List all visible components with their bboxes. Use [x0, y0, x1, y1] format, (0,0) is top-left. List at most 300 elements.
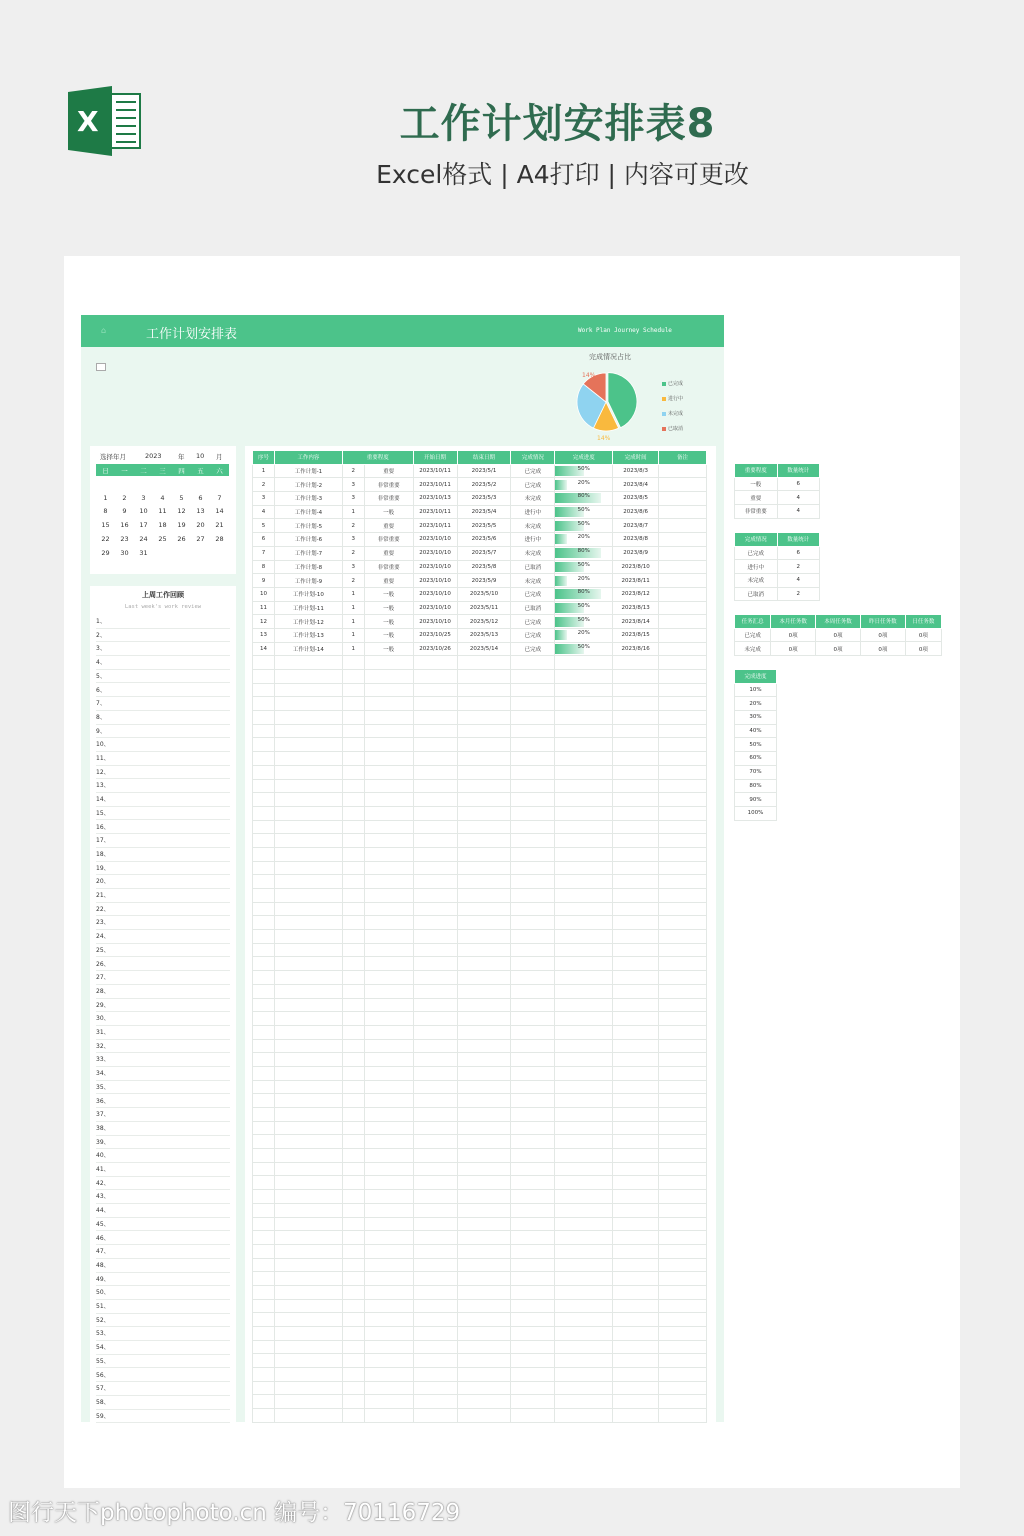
task-cell-done[interactable]: [613, 1025, 659, 1039]
task-cell-prog[interactable]: [555, 984, 613, 998]
task-cell-done[interactable]: 2023/8/8: [613, 533, 659, 547]
calendar-day[interactable]: 10: [139, 507, 148, 516]
task-cell-lv[interactable]: [342, 971, 364, 985]
task-cell-prog[interactable]: [555, 1012, 613, 1026]
task-cell-end[interactable]: [457, 1272, 511, 1286]
task-cell-lv[interactable]: 1: [342, 628, 364, 642]
task-cell-note[interactable]: [659, 984, 707, 998]
task-cell-start[interactable]: [413, 1039, 457, 1053]
task-cell-start[interactable]: [413, 1244, 457, 1258]
review-line[interactable]: 33、: [96, 1053, 230, 1067]
task-cell-status[interactable]: [511, 875, 555, 889]
task-cell-status[interactable]: [511, 724, 555, 738]
task-cell-lv[interactable]: [342, 779, 364, 793]
task-cell-no[interactable]: [253, 902, 275, 916]
task-cell-name[interactable]: [274, 1354, 342, 1368]
side-cell[interactable]: 2: [777, 587, 820, 601]
calendar-day[interactable]: 9: [122, 507, 127, 516]
task-cell-done[interactable]: [613, 930, 659, 944]
task-cell-name[interactable]: [274, 1231, 342, 1245]
task-cell-prog[interactable]: [555, 820, 613, 834]
task-cell-start[interactable]: 2023/10/10: [413, 560, 457, 574]
task-cell-imp[interactable]: [364, 793, 413, 807]
task-cell-note[interactable]: [659, 834, 707, 848]
review-line[interactable]: 59、: [96, 1410, 230, 1424]
task-cell-lv[interactable]: [342, 738, 364, 752]
task-cell-prog[interactable]: [555, 1395, 613, 1409]
task-cell-start[interactable]: [413, 834, 457, 848]
task-cell-imp[interactable]: [364, 1012, 413, 1026]
task-cell-note[interactable]: [659, 1395, 707, 1409]
task-cell-imp[interactable]: [364, 724, 413, 738]
task-cell-prog[interactable]: [555, 1340, 613, 1354]
task-cell-name[interactable]: [274, 1409, 342, 1423]
task-cell-lv[interactable]: [342, 1108, 364, 1122]
task-cell-end[interactable]: [457, 1409, 511, 1423]
task-header-cell[interactable]: 结束日期: [457, 451, 511, 465]
task-cell-lv[interactable]: 2: [342, 464, 364, 478]
task-cell-status[interactable]: [511, 1176, 555, 1190]
review-line[interactable]: 26、: [96, 958, 230, 972]
review-line[interactable]: 25、: [96, 944, 230, 958]
side-cell[interactable]: 0项: [771, 628, 816, 642]
task-cell-note[interactable]: [659, 793, 707, 807]
task-cell-done[interactable]: [613, 1395, 659, 1409]
task-cell-lv[interactable]: 2: [342, 574, 364, 588]
task-header-cell[interactable]: 开始日期: [413, 451, 457, 465]
task-cell-done[interactable]: 2023/8/5: [613, 492, 659, 506]
review-line[interactable]: 44、: [96, 1204, 230, 1218]
calendar-day[interactable]: 31: [139, 548, 148, 557]
task-cell-status[interactable]: [511, 847, 555, 861]
task-cell-prog[interactable]: [555, 724, 613, 738]
task-cell-name[interactable]: [274, 765, 342, 779]
task-cell-status[interactable]: [511, 1285, 555, 1299]
review-line[interactable]: 36、: [96, 1095, 230, 1109]
task-cell-name[interactable]: [274, 1313, 342, 1327]
task-cell-prog[interactable]: [555, 1285, 613, 1299]
task-cell-imp[interactable]: [364, 1149, 413, 1163]
task-cell-name[interactable]: 工作计划-14: [274, 642, 342, 656]
task-cell-prog[interactable]: [555, 1272, 613, 1286]
task-cell-imp[interactable]: [364, 697, 413, 711]
task-cell-lv[interactable]: [342, 1190, 364, 1204]
task-cell-start[interactable]: [413, 752, 457, 766]
task-cell-end[interactable]: [457, 1162, 511, 1176]
task-cell-no[interactable]: [253, 1135, 275, 1149]
task-cell-name[interactable]: [274, 1368, 342, 1382]
task-cell-start[interactable]: [413, 1053, 457, 1067]
task-cell-imp[interactable]: [364, 1285, 413, 1299]
task-cell-imp[interactable]: 非常重要: [364, 478, 413, 492]
task-cell-lv[interactable]: [342, 1368, 364, 1382]
task-cell-no[interactable]: [253, 697, 275, 711]
task-cell-end[interactable]: [457, 752, 511, 766]
task-cell-prog[interactable]: [555, 998, 613, 1012]
task-cell-name[interactable]: [274, 916, 342, 930]
task-cell-note[interactable]: [659, 601, 707, 615]
task-cell-name[interactable]: [274, 943, 342, 957]
task-cell-end[interactable]: [457, 916, 511, 930]
task-cell-note[interactable]: [659, 861, 707, 875]
task-cell-prog[interactable]: [555, 560, 613, 574]
task-cell-done[interactable]: [613, 1381, 659, 1395]
task-cell-start[interactable]: 2023/10/26: [413, 642, 457, 656]
task-cell-status[interactable]: 未完成: [511, 546, 555, 560]
task-cell-imp[interactable]: [364, 875, 413, 889]
task-cell-lv[interactable]: 1: [342, 615, 364, 629]
task-cell-imp[interactable]: 重要: [364, 519, 413, 533]
task-cell-prog[interactable]: [555, 533, 613, 547]
task-cell-imp[interactable]: [364, 889, 413, 903]
task-cell-no[interactable]: 14: [253, 642, 275, 656]
task-cell-done[interactable]: [613, 1217, 659, 1231]
progress-option[interactable]: 30%: [735, 711, 777, 725]
task-cell-no[interactable]: 1: [253, 464, 275, 478]
review-line[interactable]: 20、: [96, 875, 230, 889]
progress-option[interactable]: 90%: [735, 793, 777, 807]
side-cell[interactable]: 0项: [905, 628, 941, 642]
task-cell-lv[interactable]: [342, 1135, 364, 1149]
task-cell-imp[interactable]: [364, 1203, 413, 1217]
task-cell-note[interactable]: [659, 916, 707, 930]
task-cell-status[interactable]: 已完成: [511, 628, 555, 642]
task-cell-start[interactable]: [413, 820, 457, 834]
calendar-month-select[interactable]: 10: [196, 452, 205, 460]
task-cell-start[interactable]: [413, 1381, 457, 1395]
progress-option[interactable]: 20%: [735, 697, 777, 711]
task-cell-status[interactable]: [511, 1354, 555, 1368]
task-cell-note[interactable]: [659, 711, 707, 725]
task-cell-end[interactable]: [457, 861, 511, 875]
review-line[interactable]: 9、: [96, 725, 230, 739]
task-cell-status[interactable]: 已完成: [511, 615, 555, 629]
task-cell-end[interactable]: 2023/5/6: [457, 533, 511, 547]
task-cell-status[interactable]: [511, 1053, 555, 1067]
task-cell-done[interactable]: [613, 738, 659, 752]
task-cell-no[interactable]: [253, 683, 275, 697]
task-cell-done[interactable]: [613, 806, 659, 820]
task-cell-start[interactable]: [413, 1272, 457, 1286]
task-cell-done[interactable]: 2023/8/4: [613, 478, 659, 492]
task-cell-done[interactable]: [613, 861, 659, 875]
task-cell-note[interactable]: [659, 1203, 707, 1217]
review-line[interactable]: 53、: [96, 1327, 230, 1341]
side-cell[interactable]: 6: [777, 546, 820, 560]
task-cell-note[interactable]: [659, 1217, 707, 1231]
review-line[interactable]: 29、: [96, 999, 230, 1013]
task-cell-done[interactable]: [613, 998, 659, 1012]
task-cell-status[interactable]: [511, 1217, 555, 1231]
task-cell-note[interactable]: [659, 1039, 707, 1053]
task-cell-lv[interactable]: [342, 1272, 364, 1286]
task-cell-end[interactable]: [457, 1258, 511, 1272]
task-cell-lv[interactable]: [342, 1162, 364, 1176]
task-cell-status[interactable]: [511, 1409, 555, 1423]
task-cell-lv[interactable]: [342, 1176, 364, 1190]
calendar-day[interactable]: 4: [160, 493, 165, 502]
task-cell-name[interactable]: [274, 724, 342, 738]
review-line[interactable]: 46、: [96, 1232, 230, 1246]
task-header-cell[interactable]: 工作内容: [274, 451, 342, 465]
task-cell-status[interactable]: [511, 1368, 555, 1382]
task-cell-end[interactable]: [457, 738, 511, 752]
review-line[interactable]: 15、: [96, 807, 230, 821]
task-cell-done[interactable]: [613, 683, 659, 697]
task-cell-status[interactable]: 未完成: [511, 519, 555, 533]
task-cell-prog[interactable]: [555, 683, 613, 697]
task-cell-note[interactable]: [659, 656, 707, 670]
side-cell[interactable]: 0项: [860, 628, 905, 642]
task-cell-no[interactable]: 2: [253, 478, 275, 492]
task-cell-note[interactable]: [659, 697, 707, 711]
task-cell-no[interactable]: 10: [253, 587, 275, 601]
task-cell-prog[interactable]: [555, 1354, 613, 1368]
task-cell-note[interactable]: [659, 1368, 707, 1382]
task-cell-name[interactable]: [274, 1272, 342, 1286]
review-line[interactable]: 47、: [96, 1245, 230, 1259]
task-cell-imp[interactable]: 重要: [364, 574, 413, 588]
task-cell-no[interactable]: [253, 1354, 275, 1368]
task-cell-lv[interactable]: [342, 1149, 364, 1163]
task-cell-status[interactable]: [511, 1203, 555, 1217]
task-cell-prog[interactable]: [555, 875, 613, 889]
side-cell[interactable]: 非常重要: [735, 505, 778, 519]
task-cell-note[interactable]: [659, 519, 707, 533]
task-cell-lv[interactable]: [342, 724, 364, 738]
task-cell-start[interactable]: [413, 697, 457, 711]
task-cell-no[interactable]: [253, 1409, 275, 1423]
task-cell-no[interactable]: [253, 916, 275, 930]
task-cell-imp[interactable]: [364, 971, 413, 985]
task-cell-end[interactable]: [457, 1231, 511, 1245]
task-cell-prog[interactable]: [555, 1053, 613, 1067]
task-cell-lv[interactable]: [342, 697, 364, 711]
task-cell-no[interactable]: [253, 1285, 275, 1299]
task-cell-name[interactable]: [274, 1190, 342, 1204]
task-cell-end[interactable]: [457, 889, 511, 903]
task-cell-note[interactable]: [659, 765, 707, 779]
task-cell-imp[interactable]: [364, 998, 413, 1012]
task-cell-prog[interactable]: [555, 1025, 613, 1039]
task-cell-name[interactable]: [274, 971, 342, 985]
task-cell-end[interactable]: [457, 1203, 511, 1217]
task-cell-note[interactable]: [659, 1080, 707, 1094]
calendar-day[interactable]: 26: [177, 534, 186, 543]
task-cell-start[interactable]: [413, 656, 457, 670]
task-cell-note[interactable]: [659, 670, 707, 684]
task-cell-end[interactable]: [457, 820, 511, 834]
calendar-day[interactable]: 27: [196, 534, 205, 543]
task-cell-prog[interactable]: [555, 765, 613, 779]
task-cell-start[interactable]: 2023/10/10: [413, 601, 457, 615]
task-cell-name[interactable]: [274, 670, 342, 684]
calendar-day[interactable]: 30: [120, 548, 129, 557]
task-cell-done[interactable]: [613, 697, 659, 711]
task-cell-status[interactable]: 已取消: [511, 601, 555, 615]
task-cell-imp[interactable]: [364, 930, 413, 944]
task-header-cell[interactable]: 序号: [253, 451, 275, 465]
task-cell-done[interactable]: [613, 1299, 659, 1313]
task-cell-end[interactable]: [457, 984, 511, 998]
task-cell-note[interactable]: [659, 642, 707, 656]
task-cell-name[interactable]: [274, 711, 342, 725]
task-cell-note[interactable]: [659, 615, 707, 629]
task-cell-end[interactable]: [457, 847, 511, 861]
task-cell-prog[interactable]: [555, 478, 613, 492]
task-cell-no[interactable]: [253, 779, 275, 793]
task-cell-prog[interactable]: [555, 1149, 613, 1163]
task-cell-name[interactable]: 工作计划-9: [274, 574, 342, 588]
task-cell-prog[interactable]: [555, 1094, 613, 1108]
task-cell-end[interactable]: [457, 1285, 511, 1299]
task-cell-imp[interactable]: [364, 1217, 413, 1231]
task-cell-no[interactable]: [253, 1053, 275, 1067]
task-cell-no[interactable]: [253, 793, 275, 807]
calendar-day[interactable]: 15: [101, 521, 110, 530]
task-cell-note[interactable]: [659, 1053, 707, 1067]
task-cell-start[interactable]: [413, 984, 457, 998]
task-cell-imp[interactable]: [364, 670, 413, 684]
calendar-day[interactable]: 17: [139, 521, 148, 530]
task-cell-end[interactable]: [457, 1053, 511, 1067]
task-cell-done[interactable]: [613, 1149, 659, 1163]
side-cell[interactable]: 4: [777, 505, 820, 519]
task-cell-note[interactable]: [659, 1135, 707, 1149]
progress-option[interactable]: 10%: [735, 683, 777, 697]
task-cell-name[interactable]: [274, 806, 342, 820]
task-cell-start[interactable]: [413, 1080, 457, 1094]
task-cell-start[interactable]: [413, 1327, 457, 1341]
review-line[interactable]: 50、: [96, 1286, 230, 1300]
task-cell-prog[interactable]: [555, 902, 613, 916]
task-cell-lv[interactable]: [342, 957, 364, 971]
task-cell-note[interactable]: [659, 683, 707, 697]
task-cell-status[interactable]: [511, 1395, 555, 1409]
task-cell-done[interactable]: [613, 1012, 659, 1026]
task-cell-prog[interactable]: [555, 1162, 613, 1176]
task-cell-lv[interactable]: [342, 1258, 364, 1272]
task-cell-status[interactable]: [511, 1381, 555, 1395]
side-cell[interactable]: 0项: [816, 628, 861, 642]
task-cell-done[interactable]: [613, 847, 659, 861]
task-cell-lv[interactable]: [342, 1244, 364, 1258]
review-line[interactable]: 12、: [96, 766, 230, 780]
task-cell-status[interactable]: [511, 889, 555, 903]
calendar-day[interactable]: 18: [158, 521, 167, 530]
task-cell-lv[interactable]: 1: [342, 587, 364, 601]
task-cell-status[interactable]: [511, 1039, 555, 1053]
task-cell-imp[interactable]: [364, 957, 413, 971]
task-cell-end[interactable]: [457, 1176, 511, 1190]
task-cell-status[interactable]: [511, 1080, 555, 1094]
task-cell-note[interactable]: [659, 574, 707, 588]
task-cell-lv[interactable]: 3: [342, 492, 364, 506]
task-cell-start[interactable]: [413, 670, 457, 684]
task-cell-no[interactable]: [253, 1203, 275, 1217]
task-cell-prog[interactable]: [555, 1190, 613, 1204]
task-cell-prog[interactable]: [555, 505, 613, 519]
task-cell-name[interactable]: [274, 1258, 342, 1272]
task-cell-imp[interactable]: [364, 765, 413, 779]
task-cell-start[interactable]: [413, 1231, 457, 1245]
task-cell-end[interactable]: [457, 765, 511, 779]
task-cell-start[interactable]: [413, 1149, 457, 1163]
calendar-day[interactable]: 14: [215, 507, 224, 516]
task-cell-prog[interactable]: [555, 971, 613, 985]
task-cell-note[interactable]: [659, 902, 707, 916]
task-cell-name[interactable]: [274, 1217, 342, 1231]
task-cell-prog[interactable]: [555, 779, 613, 793]
task-cell-done[interactable]: [613, 1327, 659, 1341]
review-line[interactable]: 28、: [96, 985, 230, 999]
task-cell-done[interactable]: 2023/8/9: [613, 546, 659, 560]
task-cell-no[interactable]: 12: [253, 615, 275, 629]
task-cell-name[interactable]: 工作计划-11: [274, 601, 342, 615]
task-cell-lv[interactable]: 1: [342, 642, 364, 656]
task-cell-end[interactable]: [457, 683, 511, 697]
task-cell-imp[interactable]: [364, 1025, 413, 1039]
task-cell-lv[interactable]: 2: [342, 519, 364, 533]
task-cell-done[interactable]: [613, 1258, 659, 1272]
task-cell-name[interactable]: [274, 984, 342, 998]
task-cell-name[interactable]: 工作计划-6: [274, 533, 342, 547]
calendar-year-select[interactable]: 2023: [145, 452, 162, 460]
task-cell-lv[interactable]: [342, 1094, 364, 1108]
task-cell-imp[interactable]: [364, 1039, 413, 1053]
calendar-day[interactable]: 22: [101, 534, 110, 543]
task-cell-note[interactable]: [659, 1340, 707, 1354]
task-cell-start[interactable]: [413, 1135, 457, 1149]
review-line[interactable]: 1、: [96, 615, 230, 629]
task-cell-prog[interactable]: [555, 1299, 613, 1313]
task-cell-imp[interactable]: [364, 1108, 413, 1122]
task-cell-end[interactable]: [457, 1094, 511, 1108]
task-cell-imp[interactable]: [364, 1190, 413, 1204]
progress-option[interactable]: 100%: [735, 806, 777, 820]
task-cell-end[interactable]: 2023/5/8: [457, 560, 511, 574]
task-cell-no[interactable]: [253, 1327, 275, 1341]
task-cell-note[interactable]: [659, 1190, 707, 1204]
task-cell-prog[interactable]: [555, 930, 613, 944]
task-cell-status[interactable]: [511, 1272, 555, 1286]
task-header-cell[interactable]: 完成情况: [511, 451, 555, 465]
task-cell-done[interactable]: [613, 820, 659, 834]
task-cell-name[interactable]: [274, 1053, 342, 1067]
task-cell-note[interactable]: [659, 628, 707, 642]
task-cell-name[interactable]: [274, 656, 342, 670]
task-cell-note[interactable]: [659, 820, 707, 834]
task-cell-no[interactable]: [253, 670, 275, 684]
task-cell-done[interactable]: 2023/8/6: [613, 505, 659, 519]
review-line[interactable]: 37、: [96, 1108, 230, 1122]
task-cell-name[interactable]: [274, 697, 342, 711]
task-cell-no[interactable]: [253, 1121, 275, 1135]
task-cell-done[interactable]: [613, 943, 659, 957]
task-cell-name[interactable]: [274, 683, 342, 697]
task-cell-start[interactable]: [413, 806, 457, 820]
task-cell-done[interactable]: [613, 1190, 659, 1204]
calendar-day[interactable]: 6: [198, 493, 203, 502]
task-cell-note[interactable]: [659, 1121, 707, 1135]
review-line[interactable]: 40、: [96, 1149, 230, 1163]
task-cell-name[interactable]: [274, 1395, 342, 1409]
task-cell-lv[interactable]: [342, 1121, 364, 1135]
task-cell-no[interactable]: [253, 1272, 275, 1286]
task-cell-imp[interactable]: 一般: [364, 505, 413, 519]
review-line[interactable]: 57、: [96, 1382, 230, 1396]
task-cell-done[interactable]: 2023/8/3: [613, 464, 659, 478]
